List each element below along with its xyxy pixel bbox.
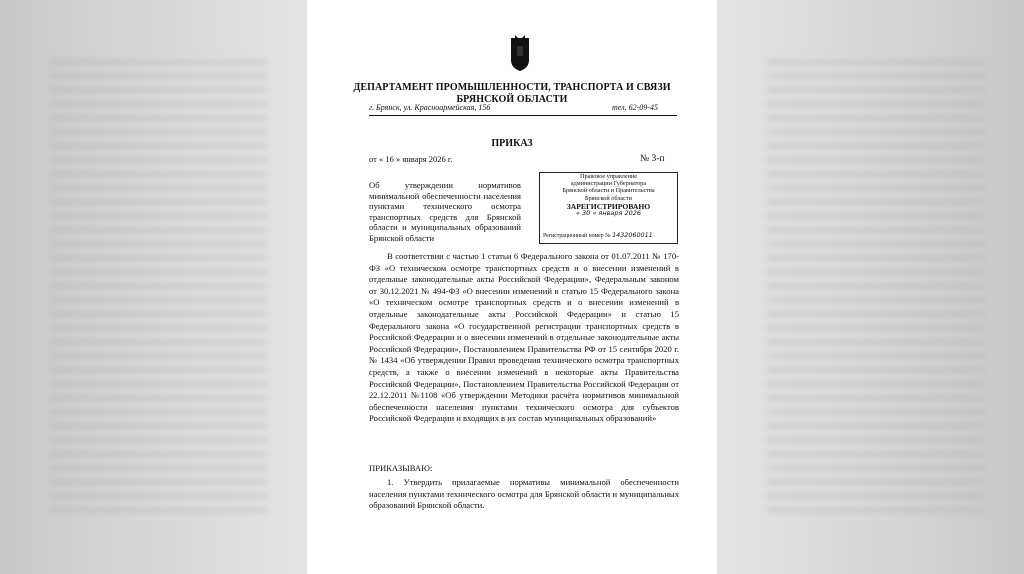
registration-stamp <box>539 172 678 244</box>
department-phone: тел. 62-09-45 <box>612 103 658 112</box>
header-divider <box>369 115 677 116</box>
document-title: ПРИКАЗ <box>491 138 533 149</box>
order-word: ПРИКАЗЫВАЮ: <box>369 463 433 473</box>
stamp-reg-label: Регистрационный номер № <box>543 232 611 239</box>
blurred-background-right <box>717 0 1024 574</box>
stamp-registration-number <box>543 232 653 240</box>
coat-of-arms-icon <box>509 34 531 72</box>
department-name-line1: ДЕПАРТАМЕНТ ПРОМЫШЛЕННОСТИ, ТРАНСПОРТА И СВЯЗИ <box>353 82 671 93</box>
stamp-line: Брянской области <box>585 194 632 202</box>
preamble-paragraph: В соответствии с частью 1 статьи 6 Федерального закона от 01.07.2011 № 170-ФЗ «О техническом осмотре транспортных средств и о внесении изменений в отдельные законодательные акты Российской Федерации», Федеральным законом от 30.12.2021 № 494-ФЗ «О внесении изменений в статью 15 Федерального закона «О техническом осмотре транспортных средств и о внесении изменений в отдельные законодательные акты Российской Федерации» и статью 15 Федерального закона «О государственной регистрации транспортных средств в Российской Федерации и о внесении изменений в отдельные законодательные акты Российской Федерации», Постановлением Правительства РФ от 15 сентября 2020 г. № 1434 «Об утверждении Правил проведения технического осмотра транспортных средств, а также о внесении изменений в некоторые акты Правительства Российской Федерации», Постановлением Правительства Российской Федерации от 22.12.2011 №1108 «Об утверждении Методики расчёта нормативов минимальной обеспеченности населения пунктами технического осмотра для субъектов Российской Федерации и входящих в их состав муниципальных образований» <box>369 251 679 424</box>
stamp-registered: ЗАРЕГИСТРИРОВАНО <box>566 201 651 211</box>
order-item-1: 1. Утвердить прилагаемые нормативы минимальной обеспеченности населения пунктами технического осмотра для Брянской области и муниципальных образований Брянской области. <box>369 477 679 511</box>
stamp-line: администрации Губернатора <box>570 180 647 188</box>
document-page <box>307 0 717 574</box>
order-date: от « 16 » января 2026 г. <box>369 154 453 164</box>
department-address: г. Брянск, ул. Красноармейская, 156 <box>369 103 491 112</box>
stamp-date: « 30 » января 2026 <box>575 209 642 218</box>
order-number: № 3-п <box>640 154 665 164</box>
department-name-line2: БРЯНСКОЙ ОБЛАСТИ <box>456 94 568 105</box>
order-subject: Об утверждении нормативов минимальной обеспеченности населения пунктами технического осмотра транспортных средств для Брянской области и муниципальных образований Брянской области <box>369 180 521 243</box>
stamp-line: Правовое управление <box>580 173 637 180</box>
blurred-background-left <box>0 0 307 574</box>
stamp-reg-number: 1432060011 <box>612 230 653 239</box>
stamp-line: Брянской области и Правительства <box>562 187 655 195</box>
